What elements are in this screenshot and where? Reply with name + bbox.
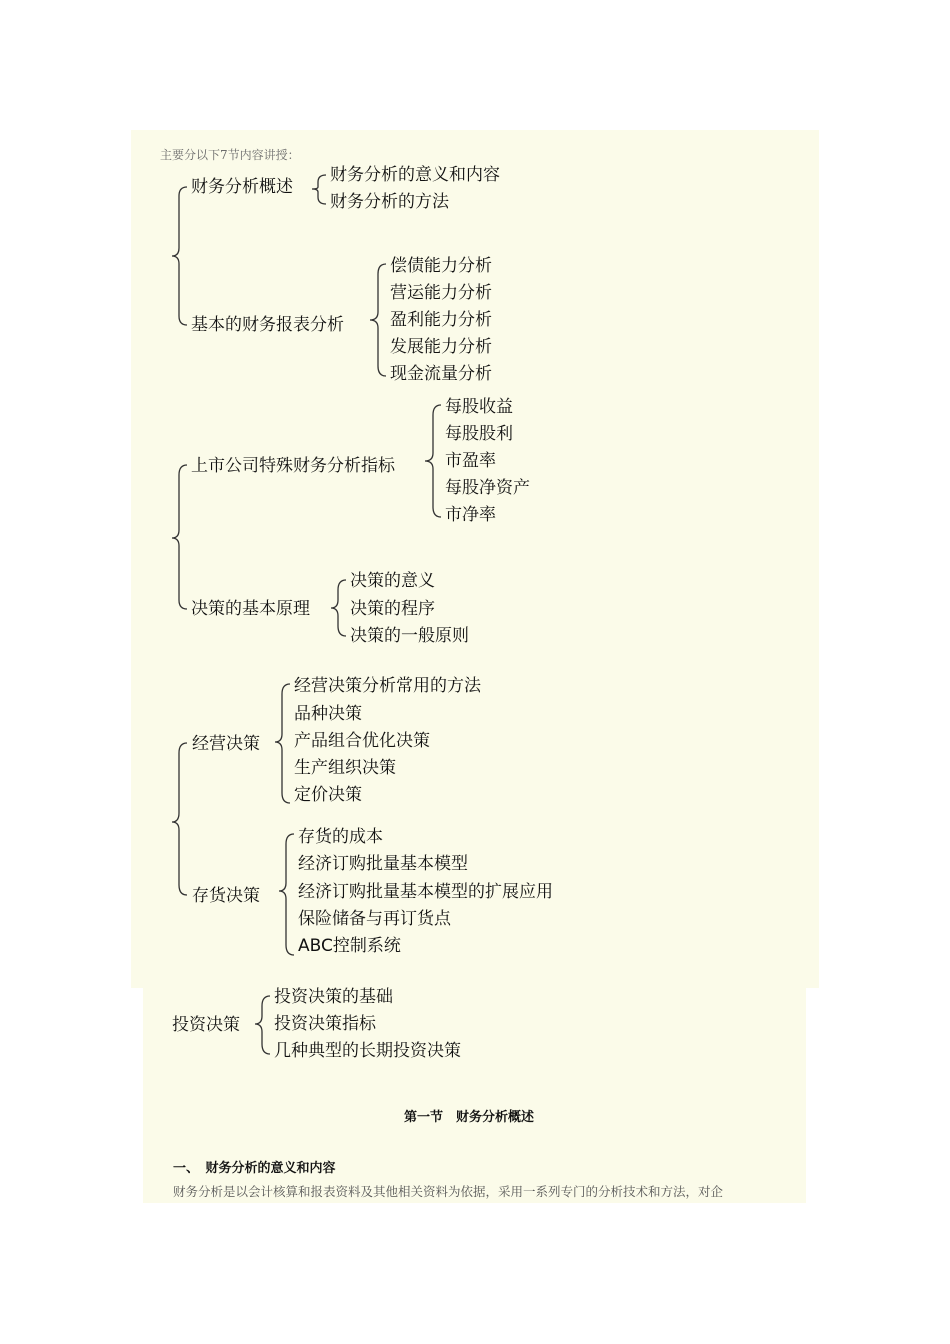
topic-item: 每股净资产 bbox=[445, 478, 530, 498]
topic-item: 决策的意义 bbox=[350, 571, 435, 591]
topic-item: 财务分析的意义和内容 bbox=[330, 165, 500, 185]
topic-item: 几种典型的长期投资决策 bbox=[274, 1041, 461, 1061]
topic-item: 保险储备与再订货点 bbox=[298, 909, 451, 929]
brace-topic-2-1 bbox=[425, 405, 441, 517]
topic-item: 投资决策指标 bbox=[274, 1014, 376, 1034]
topic-label: 基本的财务报表分析 bbox=[191, 315, 344, 335]
topic-item: 每股收益 bbox=[445, 397, 513, 417]
topic-label: 上市公司特殊财务分析指标 bbox=[191, 456, 395, 476]
brace-group-2 bbox=[172, 465, 187, 609]
topic-item: 产品组合优化决策 bbox=[294, 731, 430, 751]
intro-text: 主要分以下7节内容讲授： bbox=[160, 148, 300, 162]
topic-item: 经济订购批量基本模型的扩展应用 bbox=[298, 882, 553, 902]
topic-item: 经营决策分析常用的方法 bbox=[294, 676, 481, 696]
topic-item: 经济订购批量基本模型 bbox=[298, 854, 468, 874]
topic-item: 每股股利 bbox=[445, 424, 513, 444]
topic-item: 存货的成本 bbox=[298, 827, 383, 847]
topic-item: 决策的程序 bbox=[350, 599, 435, 619]
brace-topic-1-2 bbox=[370, 264, 386, 376]
topic-item: 发展能力分析 bbox=[390, 337, 492, 357]
section-title: 第一节 财务分析概述 bbox=[404, 1110, 535, 1125]
topic-label: 经营决策 bbox=[192, 734, 260, 754]
topic-item: 市盈率 bbox=[445, 451, 496, 471]
topic-item: 品种决策 bbox=[294, 704, 362, 724]
topic-item: 偿债能力分析 bbox=[390, 256, 492, 276]
topic-item: 投资决策的基础 bbox=[274, 987, 393, 1007]
topic-item: 现金流量分析 bbox=[390, 364, 492, 384]
brace-group-1 bbox=[172, 187, 187, 325]
brace-topic-2-2 bbox=[331, 580, 346, 636]
body-paragraph: 财务分析是以会计核算和报表资料及其他相关资料为依据，采用一系列专门的分析技术和方法，对企 bbox=[173, 1184, 724, 1199]
brace-topic-1-1 bbox=[312, 175, 326, 204]
subsection-heading: 一、 财务分析的意义和内容 bbox=[173, 1161, 336, 1176]
topic-item: 财务分析的方法 bbox=[330, 192, 449, 212]
topic-label: 存货决策 bbox=[192, 886, 260, 906]
topic-item: 市净率 bbox=[445, 505, 496, 525]
brace-topic-3-2 bbox=[279, 834, 294, 955]
topic-item: 决策的一般原则 bbox=[350, 626, 469, 646]
topic-item: ABC控制系统 bbox=[298, 936, 401, 956]
topic-label: 财务分析概述 bbox=[191, 177, 293, 197]
brace-topic-3-1 bbox=[275, 684, 290, 803]
topic-label: 投资决策 bbox=[172, 1015, 240, 1035]
topic-item: 盈利能力分析 bbox=[390, 310, 492, 330]
topic-label: 决策的基本原理 bbox=[191, 599, 310, 619]
brace-standalone bbox=[255, 996, 270, 1054]
topic-item: 生产组织决策 bbox=[294, 758, 396, 778]
brace-group-3 bbox=[172, 743, 187, 895]
topic-item: 营运能力分析 bbox=[390, 283, 492, 303]
topic-item: 定价决策 bbox=[294, 785, 362, 805]
